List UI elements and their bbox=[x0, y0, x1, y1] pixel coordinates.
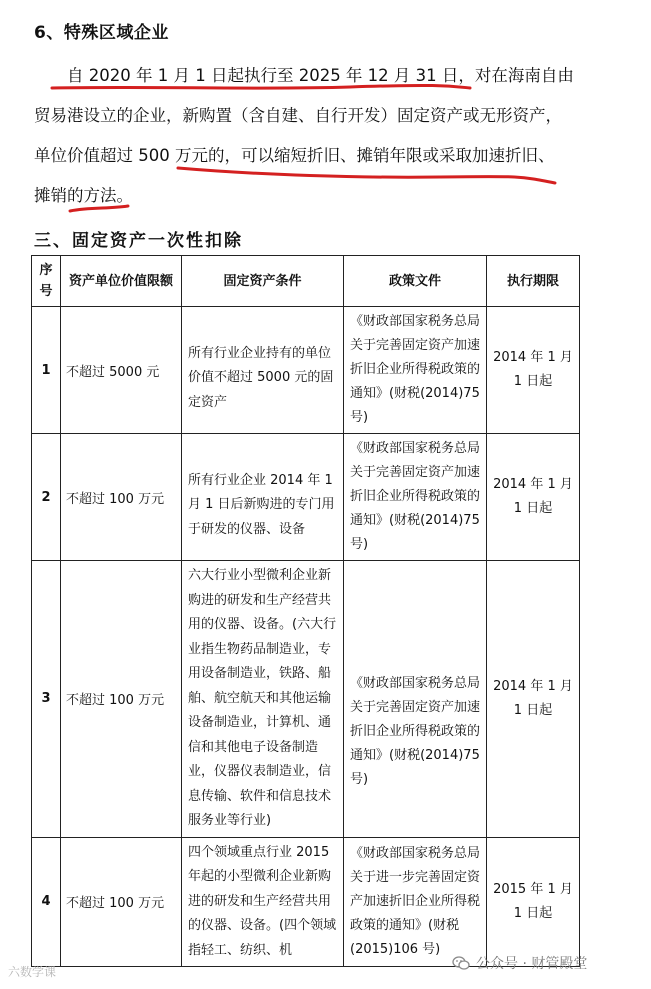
header-limit: 资产单位价值限额 bbox=[61, 256, 182, 307]
row-period: 2014 年 1 月 1 日起 bbox=[487, 307, 580, 434]
section-6-title: 6、特殊区域企业 bbox=[34, 23, 169, 43]
header-period: 执行期限 bbox=[487, 256, 580, 307]
paragraph-line-3: 单位价值超过 500 万元的，可以缩短折旧、摊销年限或采取加速折旧、 bbox=[34, 146, 555, 165]
row-period: 2015 年 1 月 1 日起 bbox=[487, 837, 580, 967]
row-document: 《财政部国家税务总局关于完善固定资产加速折旧企业所得税政策的通知》(财税(2014)75 号) bbox=[344, 307, 487, 434]
table-header-row bbox=[32, 256, 580, 307]
table-row bbox=[32, 307, 580, 434]
row-condition: 所有行业企业 2014 年 1 月 1 日后新购进的专门用于研发的仪器、设备 bbox=[182, 434, 344, 561]
policy-table bbox=[31, 255, 580, 967]
row-limit: 不超过 5000 元 bbox=[61, 307, 182, 434]
section-6-paragraph bbox=[34, 56, 624, 216]
row-limit: 不超过 100 万元 bbox=[61, 837, 182, 967]
row-condition: 所有行业企业持有的单位价值不超过 5000 元的固定资产 bbox=[182, 307, 344, 434]
header-document: 政策文件 bbox=[344, 256, 487, 307]
wechat-icon bbox=[452, 956, 470, 970]
section-3-title: 三、固定资产一次性扣除 bbox=[34, 231, 243, 251]
row-document: 《财政部国家税务总局关于完善固定资产加速折旧企业所得税政策的通知》(财税(2014)75 号) bbox=[344, 561, 487, 838]
row-no: 2 bbox=[32, 434, 61, 561]
row-condition: 六大行业小型微利企业新购进的研发和生产经营共用的仪器、设备。(六大行业指生物药品制造业，专用设备制造业，铁路、船舶、航空航天和其他运输设备制造业，计算机、通信和其他电子设备制造业，仪器仪表制造业，信息传输、软件和信息技术服务业等行业) bbox=[182, 561, 344, 838]
header-no: 序号 bbox=[32, 256, 61, 307]
row-document: 《财政部国家税务总局关于完善固定资产加速折旧企业所得税政策的通知》(财税(2014)75 号) bbox=[344, 434, 487, 561]
paragraph-line-2: 贸易港设立的企业，新购置（含自建、自行开发）固定资产或无形资产， bbox=[34, 106, 562, 125]
row-condition: 四个领域重点行业 2015 年起的小型微利企业新购进的研发和生产经营共用的仪器、设备。(四个领域指轻工、纺织、机 bbox=[182, 837, 344, 967]
table-row bbox=[32, 561, 580, 838]
watermark-right-text: 公众号 · 财管殿堂 bbox=[476, 956, 588, 972]
table-row bbox=[32, 837, 580, 967]
row-no: 1 bbox=[32, 307, 61, 434]
row-limit: 不超过 100 万元 bbox=[61, 561, 182, 838]
row-document: 《财政部国家税务总局关于进一步完善固定资产加速折旧企业所得税政策的通知》(财税(2015)106 号) bbox=[344, 837, 487, 967]
row-no: 3 bbox=[32, 561, 61, 838]
header-condition: 固定资产条件 bbox=[182, 256, 344, 307]
paragraph-line-4: 摊销的方法。 bbox=[34, 186, 133, 205]
table-row bbox=[32, 434, 580, 561]
row-period: 2014 年 1 月 1 日起 bbox=[487, 561, 580, 838]
watermark-right bbox=[452, 953, 587, 973]
watermark-left: 六数学课 bbox=[8, 965, 57, 979]
row-no: 4 bbox=[32, 837, 61, 967]
row-limit: 不超过 100 万元 bbox=[61, 434, 182, 561]
paragraph-line-1: 自 2020 年 1 月 1 日起执行至 2025 年 12 月 31 日，对在海南自由 bbox=[67, 66, 574, 85]
row-period: 2014 年 1 月 1 日起 bbox=[487, 434, 580, 561]
